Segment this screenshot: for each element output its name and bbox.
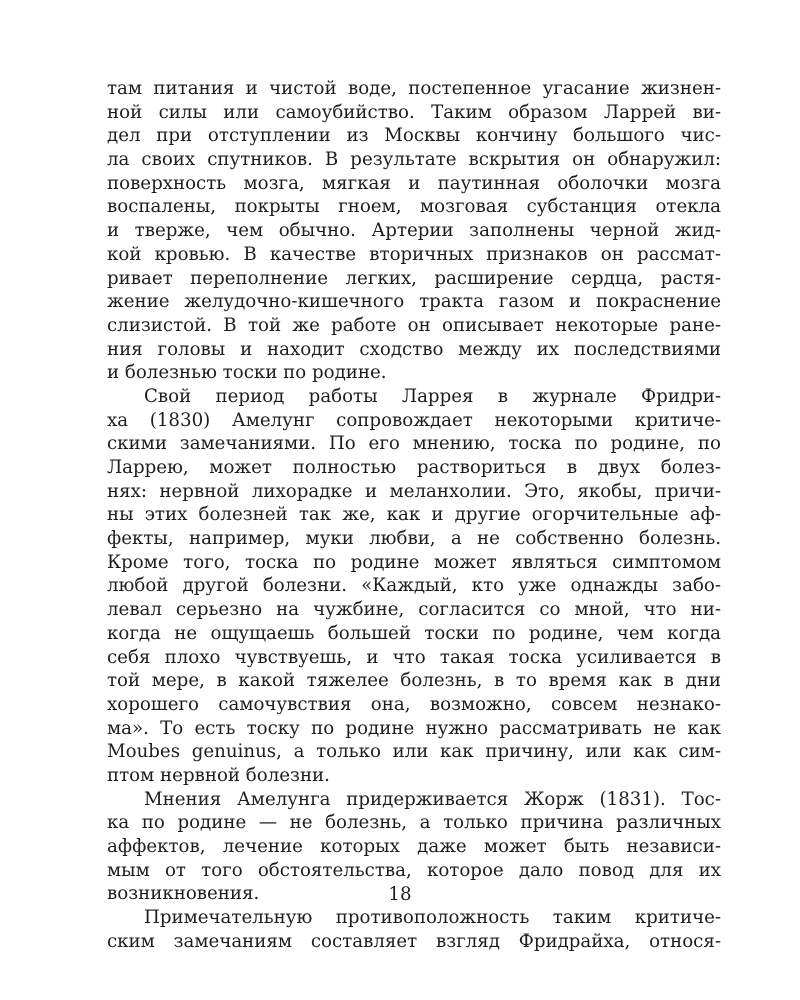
text-line: и тверже, чем обычно. Артерии заполнены черной жид- <box>107 220 721 242</box>
text-line: поверхность мозга, мягкая и паутинная оболочки мозга <box>107 172 721 194</box>
text-line: ма». То есть тоску по родине нужно рассматривать не как <box>107 717 721 739</box>
text-line: ривает переполнение легких, расширение сердца, растя- <box>107 267 721 289</box>
text-line: ния головы и находит сходство между их последствиями <box>107 338 721 360</box>
text-line: Ларрею, может полностью раствориться в двух болез- <box>107 457 721 478</box>
text-line: ха (1830) Амелунг сопровождает некоторыми критиче- <box>107 409 721 431</box>
text-line: ной силы или самоубийство. Таким образом Ларрей ви- <box>107 101 721 123</box>
text-line: мым от того обстоятельства, которое дало повод для их <box>107 859 721 881</box>
text-line: Moubes genuinus, а только или как причину, или как сим- <box>107 741 721 763</box>
text-line: скими замечаниями. По его мнению, тоска по родине, по <box>107 433 721 455</box>
text-line: левал серьезно на чужбине, согласится со мной, что ни- <box>107 599 721 621</box>
body-text <box>107 77 721 953</box>
text-line: той мере, в какой тяжелее болезнь, в то время как в дни <box>107 670 721 692</box>
text-line: дел при отступлении из Москвы кончину большого чис- <box>107 125 721 147</box>
text-line: хорошего самочувствия она, возможно, совсем незнако- <box>107 693 721 715</box>
text-line: возникновения. <box>107 883 260 905</box>
page-number: 18 <box>388 884 412 905</box>
text-line: воспалены, покрыты гноем, мозговая субстанция отекла <box>107 196 721 218</box>
text-line: там питания и чистой воде, постепенное угасание жизнен- <box>107 78 721 99</box>
text-line: себя плохо чувствуешь, и что такая тоска усиливается в <box>107 646 721 668</box>
text-line: Свой период работы Ларрея в журнале Фридри- <box>144 385 721 407</box>
text-line: любой другой болезни. «Каждый, кто уже однажды забо- <box>107 575 721 597</box>
text-line: Кроме того, тоска по родине может являться симптомом <box>107 551 721 573</box>
text-line: аффектов, лечение которых даже может быть независи- <box>107 836 721 857</box>
text-line: когда не ощущаешь большей тоски по родине, чем когда <box>107 622 721 644</box>
text-line: Примечательную противоположность таким критиче- <box>144 907 721 929</box>
text-line: птом нервной болезни. <box>107 764 330 786</box>
text-line: фекты, например, муки любви, а не собственно болезнь. <box>107 528 721 550</box>
text-line: жение желудочно-кишечного тракта газом и покраснение <box>107 291 721 313</box>
text-line: ским замечаниям составляет взгляд Фридрайха, относя- <box>107 930 721 952</box>
text-line: кой кровью. В качестве вторичных признаков он рассмат- <box>107 243 721 265</box>
text-line: и болезнью тоски по родине. <box>107 362 387 384</box>
text-line: ла своих спутников. В результате вскрытия он обнаружил: <box>107 149 721 171</box>
text-line: Мнения Амелунга придерживается Жорж (1831). Тос- <box>144 788 721 810</box>
text-line: ка по родине — не болезнь, а только причина различных <box>107 812 721 834</box>
text-line: нях: нервной лихорадке и меланхолии. Это, якобы, причи- <box>107 480 721 502</box>
text-line: ны этих болезней так же, как и другие огорчительные аф- <box>107 504 721 526</box>
text-line: слизистой. В той же работе он описывает некоторые ране- <box>107 314 721 336</box>
